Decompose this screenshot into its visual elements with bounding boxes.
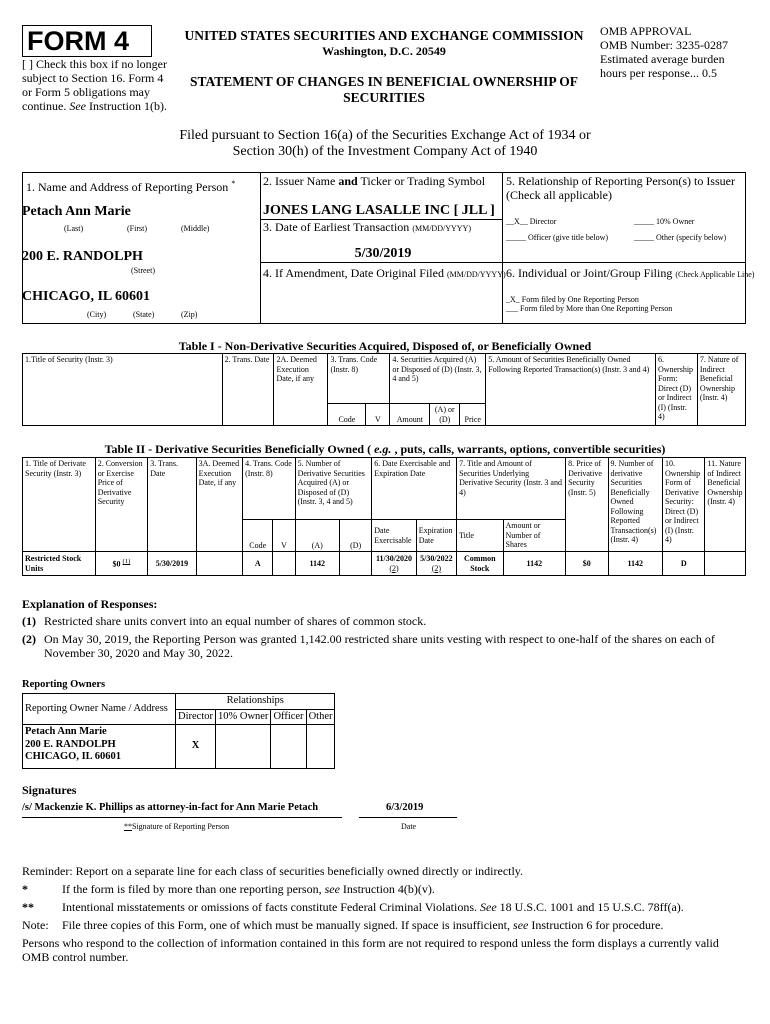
t2-deriv-price: $0 <box>566 552 608 576</box>
filed-pursuant-line2: Section 30(h) of the Investment Company Act of 1940 <box>232 144 538 159</box>
t2-h-exercisable: 6. Date Exercisable and Expiration Date <box>372 458 457 520</box>
signer-name: /s/ Mackenzie K. Phillips as attorney-in-fact for Ann Marie Petach <box>22 802 319 813</box>
t2-exp-footnote[interactable]: (2) <box>431 563 442 573</box>
city-label: (City) <box>87 310 107 319</box>
t2-h-number: 5. Number of Derivative Securities Acquired (A) or Disposed of (D) (Instr. 3, 4 and 5) <box>295 458 372 520</box>
owner-city: CHICAGO, IL 60601 <box>25 751 121 762</box>
omb-approval-box <box>600 24 760 80</box>
box1-label-text: 1. Name and Address of Reporting Person <box>26 180 229 194</box>
t2-date-exercisable: 11/30/2020 <box>375 554 412 563</box>
t2-nature <box>705 552 746 576</box>
t2-h-date-ex: Date Exercisable <box>372 520 416 552</box>
street-label: (Street) <box>131 266 155 275</box>
t1-h-title: 1.Title of Security (Instr. 3) <box>23 354 223 426</box>
t2-expiration: 5/30/2022 <box>420 554 453 563</box>
t2-form: D <box>663 552 705 576</box>
earliest-transaction-date: 5/30/2019 <box>354 246 412 261</box>
t2-h-code-sub: Code <box>243 520 273 552</box>
box2-label-and: and <box>338 174 358 188</box>
city-line: CHICAGO, IL 60601 <box>22 289 150 304</box>
filed-pursuant <box>22 128 748 160</box>
omb-number: OMB Number: 3235-0287 <box>600 38 728 52</box>
t1-h-code-sub: Code <box>328 404 366 426</box>
t1-h-amount: Amount <box>390 404 430 426</box>
issuer-name: JONES LANG LASALLE INC [ JLL ] <box>263 203 495 218</box>
t2-price: $0 <box>112 560 121 570</box>
officer-line: _____ Officer (give title below) <box>506 233 609 242</box>
check-box-text: [ ] Check this box if no longer subject to Section 16. Form 4 or Form 5 obligations may continue. <box>22 57 167 113</box>
more-person-line: ___ Form filed by More than One Reporting Person <box>506 304 673 313</box>
t1-h-amount-owned: 5. Amount of Securities Beneficially Owned Following Reported Transaction(s) (Instr. 3 and 4) <box>486 354 656 426</box>
box3-format: (MM/DD/YYYY) <box>412 224 471 233</box>
t2-h-u-amount: Amount or Number of Shares <box>503 520 566 552</box>
signature-label-text: Signature of Reporting Person <box>132 822 230 831</box>
middle-label: (Middle) <box>181 224 210 233</box>
box4-label <box>263 266 506 280</box>
owner-street: 200 E. RANDOLPH <box>25 738 116 750</box>
street-address: 200 E. RANDOLPH <box>22 249 143 264</box>
zip-label: (Zip) <box>181 310 198 319</box>
t2-h-deemed: 3A. Deemed Execution Date, if any <box>196 458 242 552</box>
t2-h-d: (D) <box>339 520 371 552</box>
signature-mark: ** <box>124 822 132 831</box>
owners-h-rel: Relationships <box>176 694 335 710</box>
t2-h-title: 1. Title of Derivate Security (Instr. 3) <box>23 458 96 552</box>
footnote-note <box>22 918 748 932</box>
t2-code: A <box>243 552 273 576</box>
box3-label <box>263 220 471 234</box>
box3-label-text: 3. Date of Earliest Transaction <box>263 220 410 234</box>
footnote-double-star <box>22 900 748 914</box>
footnote-star-mark: * <box>22 882 28 896</box>
footnote-double-star-b: 18 U.S.C. 1001 and 15 U.S.C. 78ff(a). <box>499 900 684 914</box>
owners-table <box>22 693 335 769</box>
box4-format: (MM/DD/YYYY) <box>446 270 506 279</box>
list-item <box>22 614 748 628</box>
omb-hours: hours per response... 0.5 <box>600 66 717 80</box>
person-name: Petach Ann Marie <box>22 204 131 219</box>
box2-label <box>263 174 485 188</box>
owners-h-director: Director <box>176 709 216 725</box>
box5-sub: (Check all applicable) <box>506 188 612 202</box>
owner-tenpct <box>215 725 270 769</box>
omb-burden: Estimated average burden <box>600 52 725 66</box>
table-row <box>23 725 335 769</box>
state-label: (State) <box>133 310 155 319</box>
t2-date-ex-footnote[interactable]: (2) <box>389 563 399 573</box>
form-title: FORM 4 <box>22 25 152 57</box>
t2-security: Restricted Stock Units <box>23 552 96 576</box>
footnote-star <box>22 882 748 896</box>
note-see: see <box>513 918 529 932</box>
owners-h-name: Reporting Owner Name / Address <box>23 694 176 725</box>
t2-h-owned: 9. Number of derivative Securities Beneficially Owned Following Reported Transaction(s) (Instr. 4) <box>608 458 663 552</box>
table2-title-a: Table II - Derivative Securities Beneficially Owned ( <box>104 442 372 456</box>
agency-name: UNITED STATES SECURITIES AND EXCHANGE COMMISSION <box>184 28 584 43</box>
box2-label-b: Ticker or Trading Symbol <box>360 174 486 188</box>
t2-price-cell <box>95 552 148 576</box>
explanation-text: On May 30, 2019, the Reporting Person was granted 1,142.00 restricted share units vesting with respect to one-half of the shares on each of November 30, 2020 and May 30, 2022. <box>44 632 715 660</box>
one-person-line: _X_ Form filed by One Reporting Person <box>506 295 639 304</box>
box2-label-a: 2. Issuer Name <box>263 174 336 188</box>
check-box-see: See <box>69 99 86 113</box>
owner-officer <box>271 725 306 769</box>
t2-h-form: 10. Ownership Form of Derivative Security: Direct (D) or Indirect (I) (Instr. 4) <box>663 458 705 552</box>
table-row <box>23 552 746 576</box>
signature-label <box>124 822 229 832</box>
footer-notes <box>22 864 748 964</box>
t2-h-exp-date: Expiration Date <box>416 520 456 552</box>
table1-title: Table I - Non-Derivative Securities Acquired, Disposed of, or Beneficially Owned <box>178 339 592 353</box>
director-line: __X__ Director <box>506 217 557 226</box>
explanation-text: Restricted share units convert into an equal number of shares of common stock. <box>44 614 427 628</box>
footnote-star-see: see <box>324 882 340 896</box>
footnote-double-star-a: Intentional misstatements or omissions of facts constitute Federal Criminal Violations. <box>62 900 477 914</box>
date-label: Date <box>401 822 417 831</box>
box6-sub: (Check Applicable Line) <box>675 270 755 279</box>
note-text-b: Instruction 6 for procedure. <box>531 918 664 932</box>
owner-address <box>23 725 176 769</box>
explanation-title: Explanation of Responses: <box>22 597 158 611</box>
table2-title <box>22 442 748 456</box>
owners-h-officer: Officer <box>271 709 306 725</box>
explanation-num: (2) <box>22 632 36 646</box>
t2-amount-d <box>339 552 371 576</box>
reminder: Reminder: Report on a separate line for each class of securities beneficially owned directly or indirectly. <box>22 864 524 878</box>
table1 <box>22 353 746 426</box>
t1-h-ownership-form: 6. Ownership Form: Direct (D) or Indirect (I) (Instr. 4) <box>655 354 697 426</box>
t2-h-date: 3. Trans. Date <box>148 458 196 552</box>
footnote-double-star-see: See <box>480 900 497 914</box>
t1-h-aord: (A) or (D) <box>430 404 460 426</box>
ten-percent-line: _____ 10% Owner <box>634 217 695 226</box>
t1-h-deemed: 2A. Deemed Execution Date, if any <box>274 354 328 426</box>
t2-h-u-title: Title <box>457 520 503 552</box>
box1-label <box>26 177 235 194</box>
t1-h-price: Price <box>460 404 486 426</box>
note-mark: Note: <box>22 918 49 932</box>
explanation-list <box>22 614 748 660</box>
list-item <box>22 632 748 660</box>
footnote-star-b: Instruction 4(b)(v). <box>342 882 435 896</box>
t1-h-acquired: 4. Securities Acquired (A) or Disposed of (D) (Instr. 3, 4 and 5) <box>390 354 486 404</box>
footnote-star-a: If the form is filed by more than one reporting person, <box>62 882 322 896</box>
check-box-instr: Instruction 1(b). <box>88 99 167 113</box>
t2-underlying-amount: 1142 <box>503 552 566 576</box>
t2-deemed <box>196 552 242 576</box>
box6-label <box>506 266 755 280</box>
t2-date: 5/30/2019 <box>148 552 196 576</box>
filed-pursuant-line1: Filed pursuant to Section 16(a) of the Securities Exchange Act of 1934 or <box>179 128 591 143</box>
box6-label-text: 6. Individual or Joint/Group Filing <box>506 266 673 280</box>
t2-price-footnote[interactable]: (1) <box>122 558 131 566</box>
t2-h-code: 4. Trans. Code (Instr. 8) <box>243 458 295 520</box>
table2-title-b: , puts, calls, warrants, options, convertible securities) <box>394 442 666 456</box>
t2-exp-cell <box>416 552 456 576</box>
t2-h-underlying: 7. Title and Amount of Securities Underlying Derivative Security (Instr. 3 and 4) <box>457 458 566 520</box>
box1-mark: * <box>231 179 236 188</box>
footnote-double-star-mark: ** <box>22 900 34 914</box>
omb-approval: OMB APPROVAL <box>600 24 692 38</box>
omb-notice: Persons who respond to the collection of information contained in this form are not required to respond unless the form displays a currently valid OMB control number. <box>22 936 719 964</box>
agency-location: Washington, D.C. 20549 <box>322 44 446 58</box>
t1-h-date: 2. Trans. Date <box>222 354 274 426</box>
t2-underlying-title: Common Stock <box>457 552 503 576</box>
statement-title: STATEMENT OF CHANGES IN BENEFICIAL OWNERSHIP OF SECURITIES <box>189 74 579 105</box>
t2-h-v: V <box>273 520 295 552</box>
signatures-title: Signatures <box>22 783 77 797</box>
box4-label-text: 4. If Amendment, Date Original Filed <box>263 266 444 280</box>
owners-h-tenpct: 10% Owner <box>215 709 270 725</box>
check-box-notice <box>22 57 172 113</box>
t2-h-nature: 11. Nature of Indirect Beneficial Ownership (Instr. 4) <box>705 458 746 552</box>
t2-h-a: (A) <box>295 520 339 552</box>
owners-title: Reporting Owners <box>22 679 106 690</box>
t2-owned: 1142 <box>608 552 663 576</box>
table2-title-eg: e.g. <box>374 442 392 456</box>
t2-h-conversion: 2. Conversion or Exercise Price of Derivative Security <box>95 458 148 552</box>
t2-date-ex-cell <box>372 552 416 576</box>
t2-h-price: 8. Price of Derivative Security (Instr. 5) <box>566 458 608 552</box>
note-text-a: File three copies of this Form, one of which must be manually signed. If space is insufficient, <box>62 918 511 932</box>
other-line: _____ Other (specify below) <box>634 233 727 242</box>
first-label: (First) <box>127 224 147 233</box>
t1-h-nature: 7. Nature of Indirect Beneficial Ownership (Instr. 4) <box>697 354 745 426</box>
box5-label-text: 5. Relationship of Reporting Person(s) to Issuer <box>506 174 735 188</box>
table2 <box>22 457 746 576</box>
owner-name: Petach Ann Marie <box>25 726 107 737</box>
owner-other <box>306 725 335 769</box>
last-label: (Last) <box>64 224 84 233</box>
owner-director: X <box>176 725 216 769</box>
signature-date: 6/3/2019 <box>386 802 424 813</box>
t2-v <box>273 552 295 576</box>
owners-h-other: Other <box>306 709 335 725</box>
t2-amount-a: 1142 <box>295 552 339 576</box>
box5-label <box>506 174 744 202</box>
t1-h-v: V <box>366 404 390 426</box>
explanation-num: (1) <box>22 614 36 628</box>
t1-h-code: 3. Trans. Code (Instr. 8) <box>328 354 390 404</box>
